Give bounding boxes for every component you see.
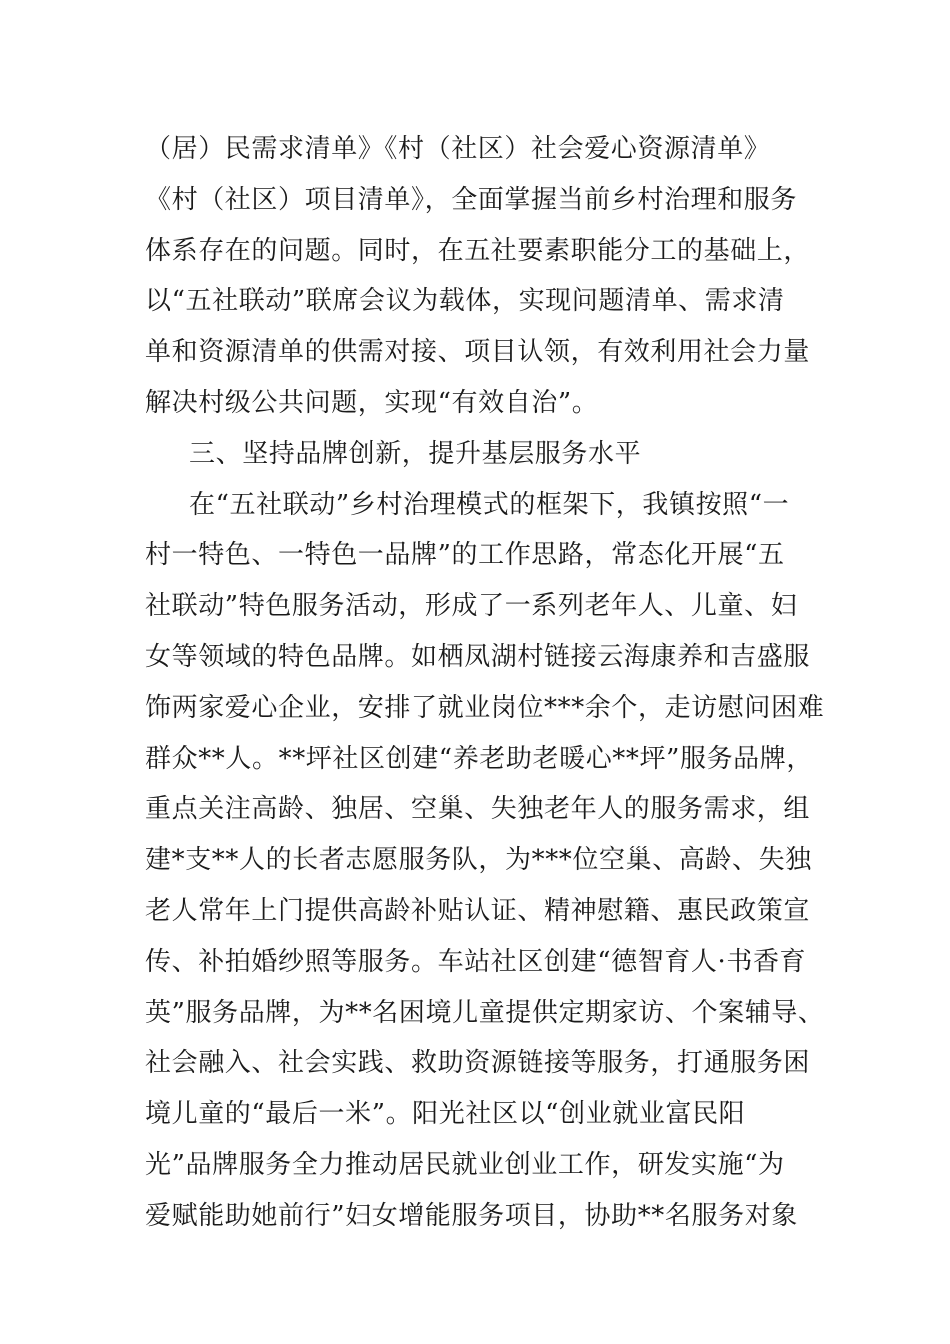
paragraph-line: 光”品牌服务全力推动居民就业创业工作，研发实施“为 <box>145 1149 785 1180</box>
paragraph-line: 群众**人。**坪社区创建“养老助老暖心**坪”服务品牌， <box>145 743 813 774</box>
paragraph-line: 解决村级公共问题，实现“有效自治”。 <box>145 387 599 418</box>
paragraph-line: 女等领域的特色品牌。如栖凤湖村链接云海康养和吉盛服 <box>145 641 811 672</box>
paragraph-line: 体系存在的问题。同时，在五社要素职能分工的基础上， <box>145 235 811 266</box>
section-heading: 三、坚持品牌创新，提升基层服务水平 <box>189 438 642 469</box>
paragraph-line: 传、补拍婚纱照等服务。车站社区创建“德智育人·书香育 <box>145 946 807 977</box>
paragraph-line: 在“五社联动”乡村治理模式的框架下，我镇按照“一 <box>189 489 790 520</box>
paragraph-line: 重点关注高龄、独居、空巢、失独老年人的服务需求，组 <box>145 794 811 825</box>
paragraph-line: 以“五社联动”联席会议为载体，实现问题清单、需求清 <box>145 286 785 317</box>
paragraph-line: 境儿童的“最后一米”。阳光社区以“创业就业富民阳 <box>145 1099 746 1130</box>
document-body <box>145 124 825 1242</box>
paragraph-line: 建*支**人的长者志愿服务队，为***位空巢、高龄、失独 <box>145 845 812 876</box>
paragraph-line: 社会融入、社会实践、救助资源链接等服务，打通服务困 <box>145 1048 811 1079</box>
paragraph-line: 饰两家爱心企业，安排了就业岗位***余个，走访慰问困难 <box>145 692 825 723</box>
paragraph-line: 英”服务品牌，为**名困境儿童提供定期家访、个案辅导、 <box>145 997 825 1028</box>
paragraph-line: 爱赋能助她前行”妇女增能服务项目，协助**名服务对象 <box>145 1200 798 1231</box>
paragraph-line: （居）民需求清单》《村（社区）社会爱心资源清单》 <box>145 134 771 164</box>
paragraph-line: 村一特色、一特色一品牌”的工作思路，常态化开展“五 <box>145 540 785 571</box>
paragraph-line: 社联动”特色服务活动，形成了一系列老年人、儿童、妇 <box>145 591 798 622</box>
paragraph-line: 单和资源清单的供需对接、项目认领，有效利用社会力量 <box>145 337 811 368</box>
paragraph-line: 老人常年上门提供高龄补贴认证、精神慰籍、惠民政策宣 <box>145 895 811 926</box>
paragraph-line: 《村（社区）项目清单》，全面掌握当前乡村治理和服务 <box>145 184 798 215</box>
